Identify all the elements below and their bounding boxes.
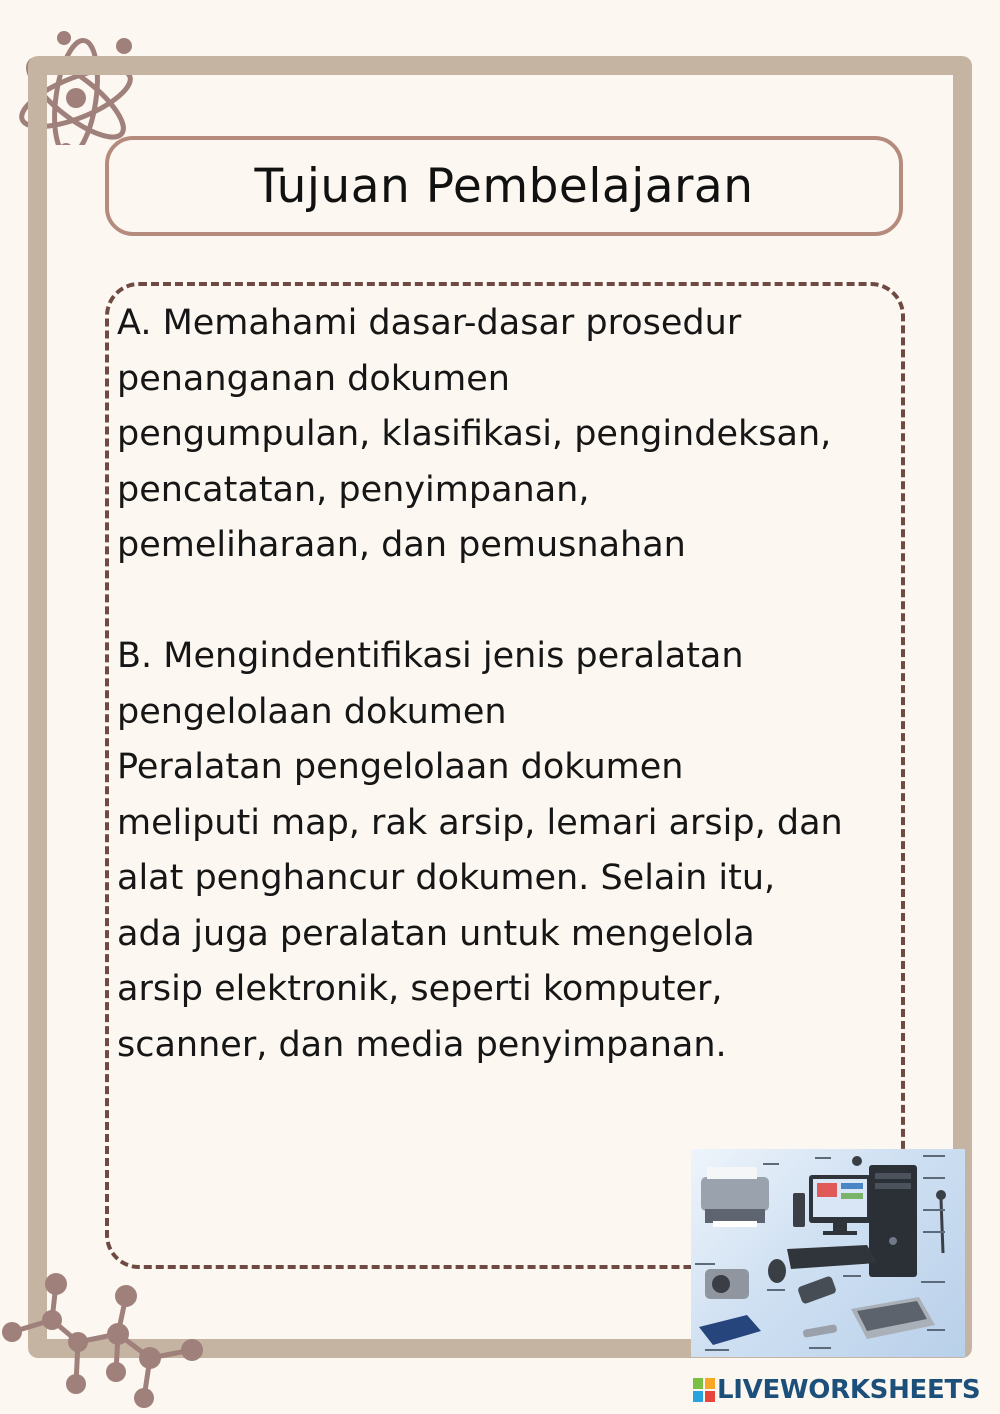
modem-icon [699, 1315, 761, 1345]
objective-a-line: pencatatan, penyimpanan, [117, 469, 590, 510]
objective-b [117, 629, 907, 1073]
usb-drive-icon [803, 1324, 838, 1338]
objective-a-line: penanganan dokumen [117, 358, 510, 399]
objective-b-line: Peralatan pengelolaan dokumen [117, 747, 684, 787]
microphone-icon [941, 1199, 943, 1253]
tower-pc-icon [869, 1165, 917, 1277]
objective-a-line: A. Memahami dasar-dasar prosedur [117, 303, 742, 343]
objective-b-line: alat penghancur dokumen. Selain itu, [117, 858, 776, 898]
objective-b-line: meliputi map, rak arsip, lemari arsip, dan [117, 802, 843, 843]
page-title: Tujuan Pembelajaran [254, 158, 754, 214]
liveworksheets-logo [693, 1374, 980, 1406]
objective-a-line: pengumpulan, klasifikasi, pengindeksan, [117, 414, 832, 454]
learning-objectives [117, 296, 907, 1073]
objective-b-line: pengelolaan dokumen [117, 691, 507, 732]
objective-b-line: arsip elektronik, seperti komputer, [117, 969, 723, 1009]
brand-name: LIVEWORKSHEETS [717, 1375, 981, 1405]
objective-b-line: B. Mengindentifikasi jenis peralatan [117, 636, 744, 676]
section-gap [117, 574, 907, 630]
computer-peripherals-image [691, 1149, 965, 1357]
keyboard-icon [787, 1245, 877, 1269]
monitor-icon [809, 1175, 871, 1235]
objective-b-line: ada juga peralatan untuk mengelola [117, 913, 755, 954]
mouse-icon [768, 1259, 786, 1283]
objective-a [117, 296, 907, 574]
objective-a-line: pemeliharaan, dan pemusnahan [117, 525, 686, 565]
title-box [105, 136, 903, 236]
molecule-icon [0, 1270, 210, 1414]
speaker-icon [793, 1193, 805, 1227]
objective-b-line: scanner, dan media penyimpanan. [117, 1024, 727, 1065]
printer-icon [701, 1167, 769, 1227]
webcam-icon [852, 1156, 862, 1166]
liveworksheets-mark-icon [693, 1378, 715, 1402]
card-reader-icon [797, 1275, 837, 1304]
